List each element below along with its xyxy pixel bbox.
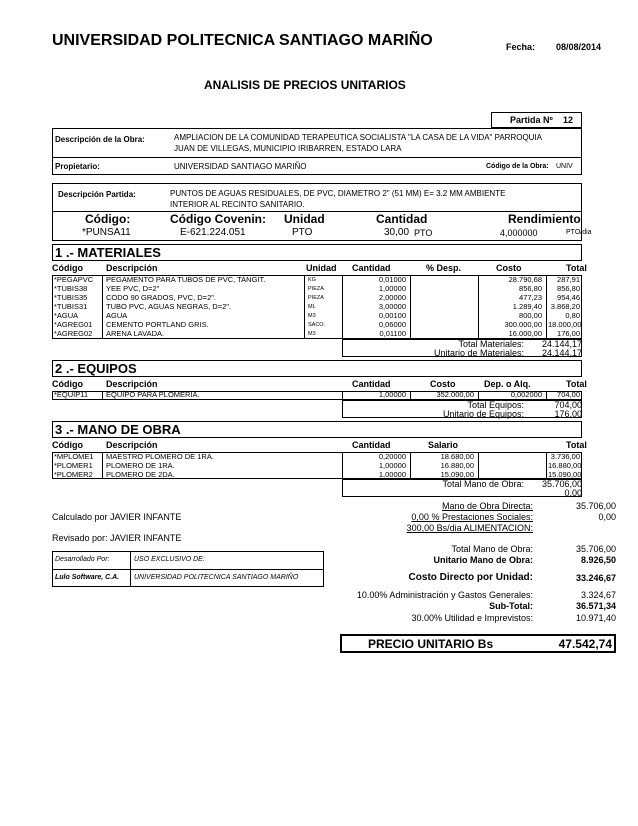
- subtotal-label: Sub-Total:: [489, 601, 533, 611]
- rendimiento-unit: PTO/dia: [566, 229, 592, 236]
- mo-cell-codigo: *PLOMER2: [54, 470, 93, 479]
- mat-cell-descripcion: YEE PVC, D=2": [106, 284, 160, 293]
- mo-cell-salario: 18.680,00: [440, 452, 474, 461]
- partida-label: Partida Nº: [510, 115, 553, 125]
- mat-cell-costo: 477,23: [519, 293, 542, 302]
- table-row: [0, 312, 638, 320]
- mo-cell-cantidad: 1,00000: [378, 470, 406, 479]
- mo-extra-value: 0,00: [564, 488, 582, 498]
- mo-unitario-value: 8.926,50: [580, 555, 616, 565]
- mo-header-codigo: Código: [52, 440, 83, 450]
- cantidad-unit: PTO: [414, 228, 433, 238]
- mat-header-cantidad: Cantidad: [352, 263, 391, 273]
- cantidad-value: 30,00: [384, 227, 410, 238]
- rendimiento-label: Rendimiento: [508, 212, 581, 226]
- mo-cell-descripcion: PLOMERO DE 1RA.: [106, 461, 175, 470]
- mo-total2-label: Total Mano de Obra:: [451, 544, 533, 554]
- mat-header-unidad: Unidad: [306, 263, 337, 273]
- mo-prestaciones-label: 0,00 % Prestaciones Sociales:: [411, 512, 533, 522]
- admin-value: 3.324,67: [580, 590, 616, 600]
- mo-cell-salario: 16.880,00: [440, 461, 474, 470]
- table-row: [0, 276, 638, 284]
- obra-divider: [52, 157, 582, 158]
- mo-header-cantidad: Cantidad: [352, 440, 391, 450]
- equipos-title: 2 .- EQUIPOS: [55, 361, 137, 376]
- eq-cell-cantidad: 1,00000: [378, 390, 406, 399]
- codigo-value: *PUNSA11: [82, 227, 131, 238]
- eq-total-value: 704,00: [554, 400, 582, 410]
- eq-cell-codigo: *EQUIP11: [54, 390, 89, 399]
- mat-cell-unidad: M3: [308, 313, 316, 319]
- mo-header-salario: Salario: [428, 440, 459, 450]
- eq-header-cantidad: Cantidad: [352, 379, 391, 389]
- mo-cell-descripcion: PLOMERO DE 2DA.: [106, 470, 175, 479]
- fecha-value: 08/08/2014: [556, 42, 602, 52]
- costo-directo-value: 33.246,67: [575, 573, 616, 583]
- table-row: [0, 462, 638, 470]
- mat-unitario-value: 24.144,17: [541, 348, 582, 358]
- table-row: [0, 471, 638, 479]
- eq-total-label: Total Equipos:: [467, 400, 524, 410]
- table-row: [0, 321, 638, 329]
- mat-cell-costo: 28.790,68: [508, 275, 542, 284]
- mat-cell-descripcion: CODO 90 GRADOS, PVC, D=2".: [106, 293, 216, 302]
- mat-cell-total: 3.868,20: [550, 302, 580, 311]
- mat-cell-codigo: *PEGAPVC: [54, 275, 94, 284]
- eq-header-dep: Dep. o Alq.: [484, 379, 531, 389]
- codigo-obra-label: Código de la Obra:: [486, 163, 549, 170]
- mat-cell-codigo: *AGREG02: [54, 329, 93, 338]
- eq-unitario-label: Unitario de Equipos:: [442, 409, 524, 419]
- utilidad-label: 30.00% Utilidad e Imprevistos:: [411, 613, 533, 623]
- university-title: UNIVERSIDAD POLITECNICA SANTIAGO MARIÑO: [52, 32, 433, 49]
- mat-cell-total: 287,91: [557, 275, 580, 284]
- mat-cell-total: 18.000,00: [548, 320, 582, 329]
- mo-cell-codigo: *MPLOME1: [54, 452, 94, 461]
- codigo-obra-value: UNIV: [556, 163, 573, 170]
- precio-unitario-label: PRECIO UNITARIO Bs: [368, 637, 494, 651]
- mo-cell-total: 16.880,00: [548, 461, 582, 470]
- eq-header-codigo: Código: [52, 379, 83, 389]
- mo-total-value: 35.706,00: [541, 479, 582, 489]
- mat-header-costo: Costo: [496, 263, 522, 273]
- costo-directo-label: Costo Directo por Unidad:: [408, 572, 533, 583]
- universidad-label: UNIVERSIDAD POLITECNICA SANTIAGO MARIÑO: [134, 574, 299, 581]
- mat-cell-costo: 800,00: [519, 311, 542, 320]
- obra-description-line2: JUAN DE VILLEGAS, MUNICIPIO IRIBARREN, ESTADO LARA: [174, 144, 402, 153]
- admin-label: 10.00% Administración y Gastos Generales:: [356, 590, 533, 600]
- obra-description-label: Descripción de la Obra:: [55, 135, 145, 144]
- mo-cell-cantidad: 1,00000: [378, 461, 406, 470]
- propietario-value: UNIVERSIDAD SANTIAGO MARIÑO: [174, 162, 307, 171]
- mat-cell-unidad: PIEZA: [308, 295, 324, 301]
- obra-description-line1: AMPLIACION DE LA COMUNIDAD TERAPEUTICA SOCIALISTA "LA CASA DE LA VIDA" PARROQUIA: [174, 133, 543, 142]
- mat-cell-descripcion: ARENA LAVADA.: [106, 329, 165, 338]
- unidad-value: PTO: [292, 227, 313, 238]
- materiales-title: 1 .- MATERIALES: [55, 245, 161, 260]
- mo-cell-total: 15.090,00: [548, 470, 582, 479]
- desarrollado-label: Desarrollado Por:: [55, 556, 110, 563]
- eq-header-costo: Costo: [430, 379, 456, 389]
- eq-cell-costo: 352.000,00: [436, 390, 474, 399]
- mat-cell-costo: 16.000,00: [508, 329, 542, 338]
- unidad-label: Unidad: [284, 212, 325, 226]
- mo-header-descripcion: Descripción: [106, 440, 158, 450]
- table-row: [0, 391, 638, 399]
- mo-header-total: Total: [566, 440, 587, 450]
- mat-cell-descripcion: PEGAMENTO PARA TUBOS DE PVC, TANGIT.: [106, 275, 266, 284]
- table-row: [0, 294, 638, 302]
- mat-total-label: Total Materiales:: [458, 339, 524, 349]
- table-row: [0, 330, 638, 338]
- mo-cell-codigo: *PLOMER1: [54, 461, 93, 470]
- mat-cell-cantidad: 0,00100: [378, 311, 406, 320]
- mat-cell-costo: 300.000,00: [504, 320, 542, 329]
- precio-unitario-value: 47.542,74: [558, 637, 612, 651]
- page-subtitle: ANALISIS DE PRECIOS UNITARIOS: [204, 78, 406, 92]
- mat-header-desp: % Desp.: [426, 263, 462, 273]
- mat-unitario-label: Unitario de Materiales:: [433, 348, 524, 358]
- mat-cell-descripcion: AGUA: [106, 311, 128, 320]
- mat-cell-cantidad: 0,01100: [379, 329, 406, 338]
- mat-cell-unidad: SACO.: [308, 322, 326, 328]
- mat-cell-unidad: ML: [308, 304, 316, 310]
- covenin-label: Código Covenin:: [170, 212, 266, 226]
- mat-header-codigo: Código: [52, 263, 83, 273]
- eq-cell-total: 704,00: [557, 390, 580, 399]
- eq-unitario-value: 176,00: [554, 409, 582, 419]
- mat-cell-cantidad: 0,06000: [378, 320, 406, 329]
- table-row: [0, 303, 638, 311]
- subtotal-value: 36.571,34: [575, 601, 616, 611]
- empresa-label: Lulo Software, C.A.: [55, 574, 120, 581]
- mat-total-value: 24.144,17: [541, 339, 582, 349]
- mo-unitario-label: Unitario Mano de Obra:: [433, 555, 533, 565]
- mat-cell-cantidad: 2,00000: [378, 293, 406, 302]
- partida-description-line2: INTERIOR AL RECINTO SANITARIO.: [170, 200, 305, 209]
- codigo-label: Código:: [85, 212, 131, 226]
- mo-prestaciones-value: 0,00: [598, 512, 616, 522]
- mat-cell-codigo: *AGUA: [54, 311, 79, 320]
- mat-cell-descripcion: CEMENTO PORTLAND GRIS.: [106, 320, 209, 329]
- mo-directa-value: 35.706,00: [575, 501, 616, 511]
- eq-header-descripcion: Descripción: [106, 379, 158, 389]
- table-row: [0, 453, 638, 461]
- mat-cell-total: 176,00: [557, 329, 580, 338]
- mat-cell-total: 954,46: [557, 293, 580, 302]
- mat-header-descripcion: Descripción: [106, 263, 158, 273]
- mat-cell-total: 0,80: [565, 311, 580, 320]
- mat-cell-costo: 856,80: [519, 284, 542, 293]
- uso-exclusivo-label: USO EXCLUSIVO DE:: [134, 556, 205, 563]
- revisado-por: Revisado por: JAVIER INFANTE: [52, 533, 182, 543]
- mat-cell-codigo: *TUBIS38: [54, 284, 88, 293]
- mat-cell-costo: 1.289,40: [512, 302, 542, 311]
- mat-cell-descripcion: TUBO PVC, AGUAS NEGRAS, D=2".: [106, 302, 231, 311]
- calculado-por: Calculado por JAVIER INFANTE: [52, 512, 182, 522]
- fecha-label: Fecha:: [506, 42, 536, 52]
- mano-obra-title: 3 .- MANO DE OBRA: [55, 422, 181, 437]
- mat-cell-cantidad: 0,01000: [378, 275, 406, 284]
- mat-cell-unidad: KG: [308, 277, 316, 283]
- partida-value: 12: [563, 115, 574, 125]
- mat-cell-unidad: M3: [308, 331, 316, 337]
- mo-cell-total: 3.736,00: [550, 452, 580, 461]
- mo-directa-label: Mano de Obra Directa:: [441, 501, 533, 511]
- mat-cell-total: 856,80: [557, 284, 580, 293]
- mo-alimentacion-label: 300,00 Bs/dia ALIMENTACION:: [406, 523, 533, 533]
- mat-cell-cantidad: 3,00000: [378, 302, 406, 311]
- mo-total-label: Total Mano de Obra:: [442, 479, 524, 489]
- partida-description-line1: PUNTOS DE AGUAS RESIDUALES, DE PVC, DIAMETRO 2" (51 MM) E= 3.2 MM AMBIENTE: [170, 189, 506, 198]
- mat-cell-unidad: PIEZA: [308, 286, 324, 292]
- eq-cell-dep: 0,002000: [510, 390, 542, 399]
- propietario-label: Propietario:: [55, 162, 100, 171]
- cantidad-label: Cantidad: [376, 212, 428, 226]
- mo-cell-descripcion: MAESTRO PLOMERO DE 1RA.: [106, 452, 214, 461]
- mat-cell-codigo: *TUBIS31: [54, 302, 88, 311]
- mo-cell-salario: 15.090,00: [440, 470, 474, 479]
- mat-header-total: Total: [566, 263, 587, 273]
- eq-cell-descripcion: EQUIPO PARA PLOMERIA.: [106, 390, 200, 399]
- mat-cell-codigo: *TUBIS35: [54, 293, 88, 302]
- mo-cell-cantidad: 0,20000: [378, 452, 406, 461]
- utilidad-value: 10.971,40: [575, 613, 616, 623]
- partida-description-label: Descripción Partida:: [58, 190, 136, 199]
- mo-total2-value: 35.706,00: [575, 544, 616, 554]
- mat-cell-codigo: *AGREG01: [54, 320, 93, 329]
- covenin-value: E-621.224.051: [180, 227, 246, 238]
- eq-header-total: Total: [566, 379, 587, 389]
- mat-cell-cantidad: 1,00000: [378, 284, 406, 293]
- rendimiento-value: 4,000000: [500, 228, 538, 238]
- table-row: [0, 285, 638, 293]
